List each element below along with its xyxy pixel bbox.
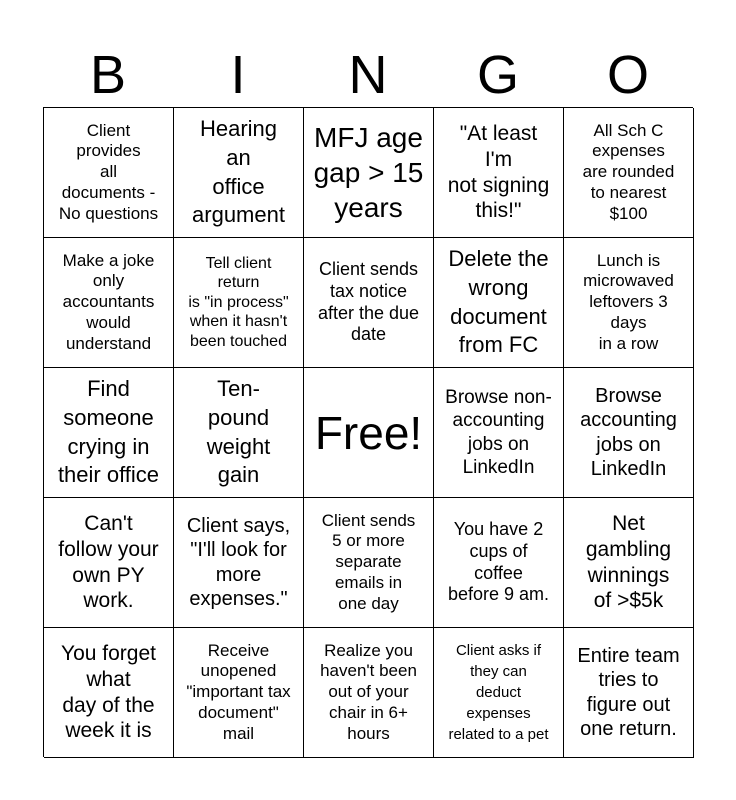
bingo-cell[interactable]: Ten- pound weight gain bbox=[174, 368, 304, 498]
bingo-cell[interactable]: Browse accounting jobs on LinkedIn bbox=[564, 368, 694, 498]
header-letter-b: B bbox=[89, 45, 127, 105]
bingo-cell[interactable]: All Sch C expenses are rounded to nearest $100 bbox=[564, 108, 694, 238]
bingo-cell[interactable]: MFJ age gap > 15 years bbox=[304, 108, 434, 238]
bingo-cell[interactable]: Hearing an office argument bbox=[174, 108, 304, 238]
header-letter-i: I bbox=[230, 45, 246, 105]
bingo-cell[interactable]: Net gambling winnings of >$5k bbox=[564, 498, 694, 628]
bingo-cell[interactable]: Entire team tries to figure out one return. bbox=[564, 628, 694, 758]
bingo-cell[interactable]: Realize you haven't been out of your chair in 6+ hours bbox=[304, 628, 434, 758]
header-letter-n: N bbox=[348, 45, 388, 105]
bingo-cell[interactable]: Delete the wrong document from FC bbox=[434, 238, 564, 368]
bingo-cell[interactable]: Client sends 5 or more separate emails in one day bbox=[304, 498, 434, 628]
bingo-cell[interactable]: Client provides all documents - No questions bbox=[44, 108, 174, 238]
bingo-cell[interactable]: Tell client return is "in process" when it hasn't been touched bbox=[174, 238, 304, 368]
bingo-cell[interactable]: Client asks if they can deduct expenses related to a pet bbox=[434, 628, 564, 758]
bingo-cell[interactable]: You forget what day of the week it is bbox=[44, 628, 174, 758]
header-letter-g: G bbox=[476, 45, 519, 105]
bingo-card bbox=[43, 107, 693, 757]
bingo-cell[interactable]: "At least I'm not signing this!" bbox=[434, 108, 564, 238]
bingo-cell[interactable]: Client says, "I'll look for more expenses." bbox=[174, 498, 304, 628]
bingo-cell[interactable]: Can't follow your own PY work. bbox=[44, 498, 174, 628]
bingo-cell[interactable]: You have 2 cups of coffee before 9 am. bbox=[434, 498, 564, 628]
bingo-cell[interactable]: Make a joke only accountants would understand bbox=[44, 238, 174, 368]
bingo-cell[interactable]: Client sends tax notice after the due date bbox=[304, 238, 434, 368]
bingo-cell[interactable]: Browse non- accounting jobs on LinkedIn bbox=[434, 368, 564, 498]
bingo-header bbox=[43, 44, 693, 106]
free-space-cell[interactable]: Free! bbox=[304, 368, 434, 498]
header-letter-o: O bbox=[606, 45, 649, 105]
bingo-cell[interactable]: Lunch is microwaved leftovers 3 days in a row bbox=[564, 238, 694, 368]
bingo-cell[interactable]: Receive unopened "important tax document" mail bbox=[174, 628, 304, 758]
bingo-cell[interactable]: Find someone crying in their office bbox=[44, 368, 174, 498]
